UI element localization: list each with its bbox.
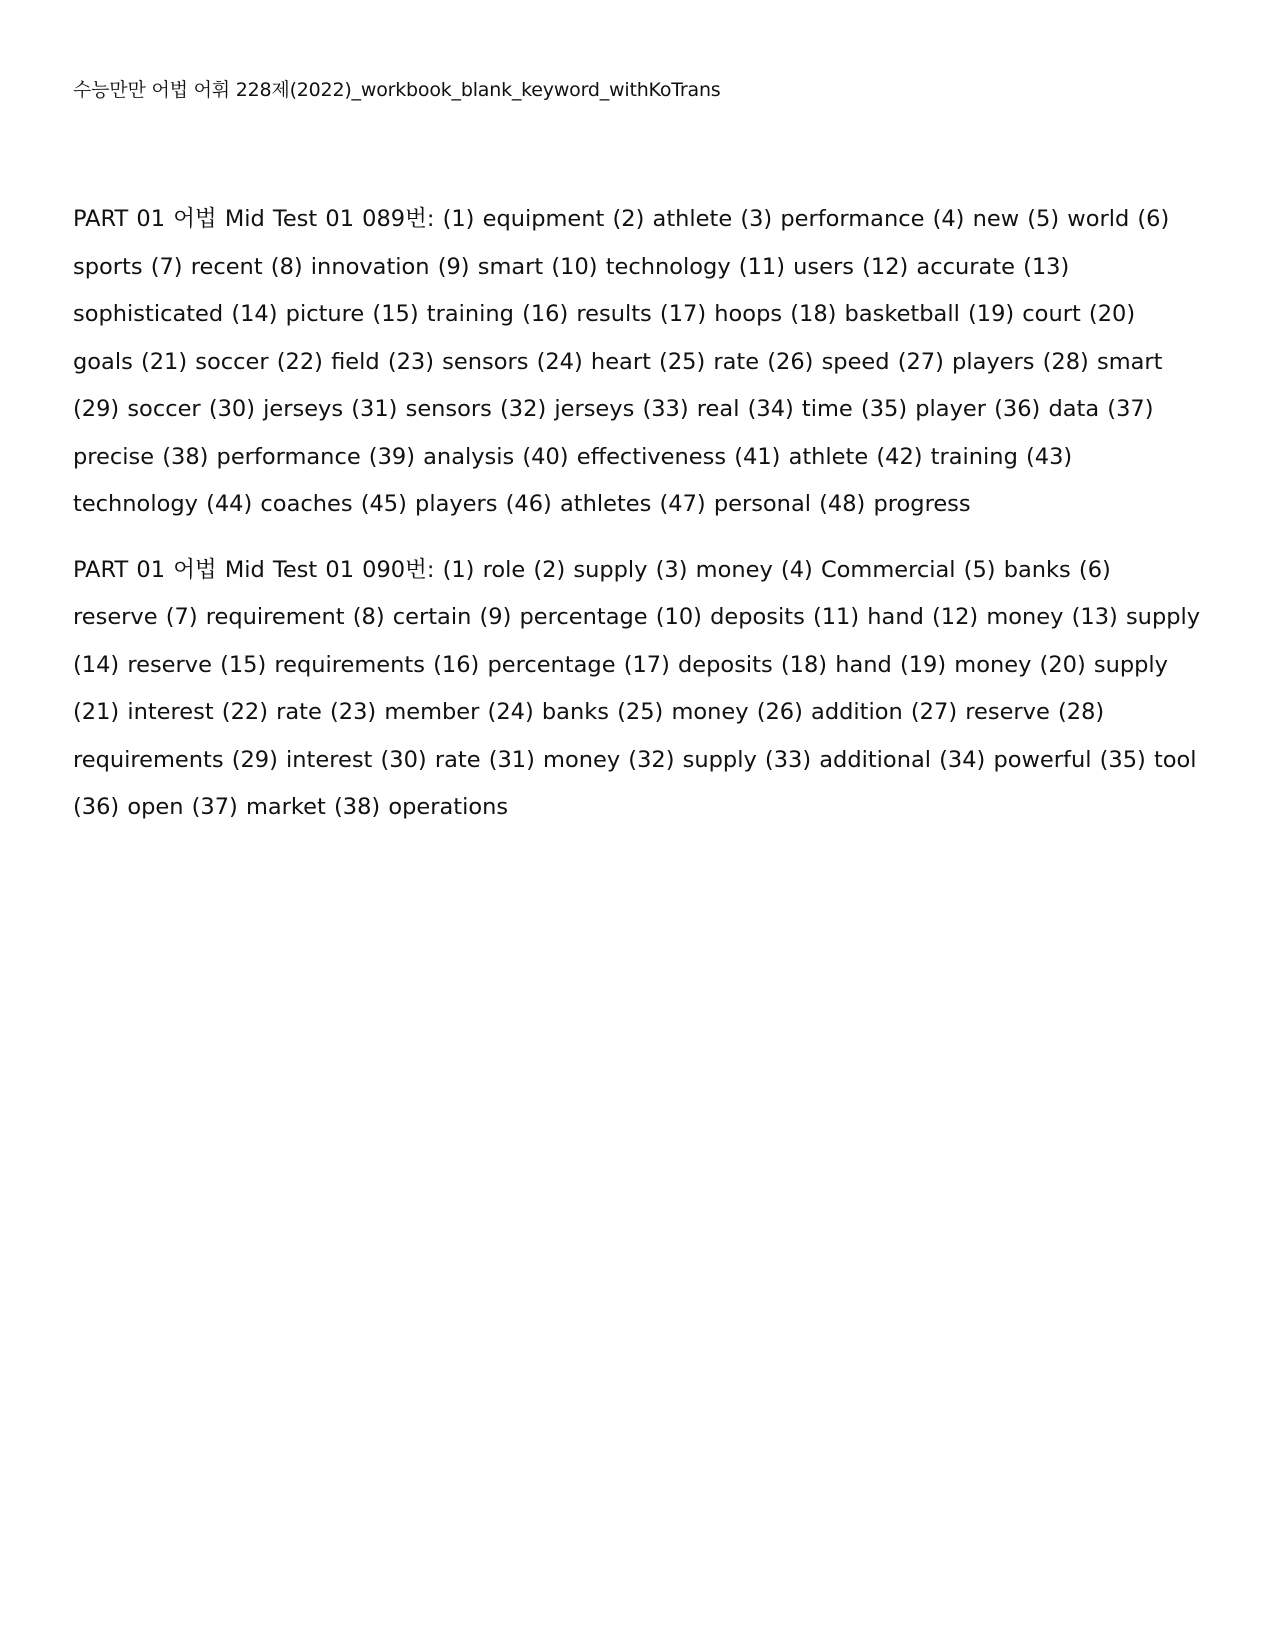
answer-block-090: PART 01 어법 Mid Test 01 090번: (1) role (2) supply (3) money (4) Commercial (5) banks (6) reserve (7) requirement (8) certain (9) percentage (10) deposits (11) hand (12) money (13) supply (14) reserve (15) requirements (16) percentage (17) deposits (18) hand (19) money (20) supply (21) interest (22) rate (23) member (24) banks (25) money (26) addition (27) reserve (28) requirements (29) interest (30) rate (31) money (32) supply (33) additional (34) powerful (35) tool (36) open (37) market (38) operations: [73, 556, 1201, 820]
answer-key-content: [73, 196, 1203, 850]
answer-block-089: PART 01 어법 Mid Test 01 089번: (1) equipment (2) athlete (3) performance (4) new (5) world (6) sports (7) recent (8) innovation (9) smart (10) technology (11) users (12) accurate (13) sophisticated (14) picture (15) training (16) results (17) hoops (18) basketball (19) court (20) goals (21) soccer (22) field (23) sensors (24) heart (25) rate (26) speed (27) players (28) smart (29) soccer (30) jerseys (31) sensors (32) jerseys (33) real (34) time (35) player (36) data (37) precise (38) performance (39) analysis (40) effectiveness (41) athlete (42) training (43) technology (44) coaches (45) players (46) athletes (47) personal (48) progress: [73, 206, 1170, 517]
document-header-title: 수능만만 어법 어휘 228제(2022)_workbook_blank_keyword_withKoTrans: [73, 79, 721, 101]
